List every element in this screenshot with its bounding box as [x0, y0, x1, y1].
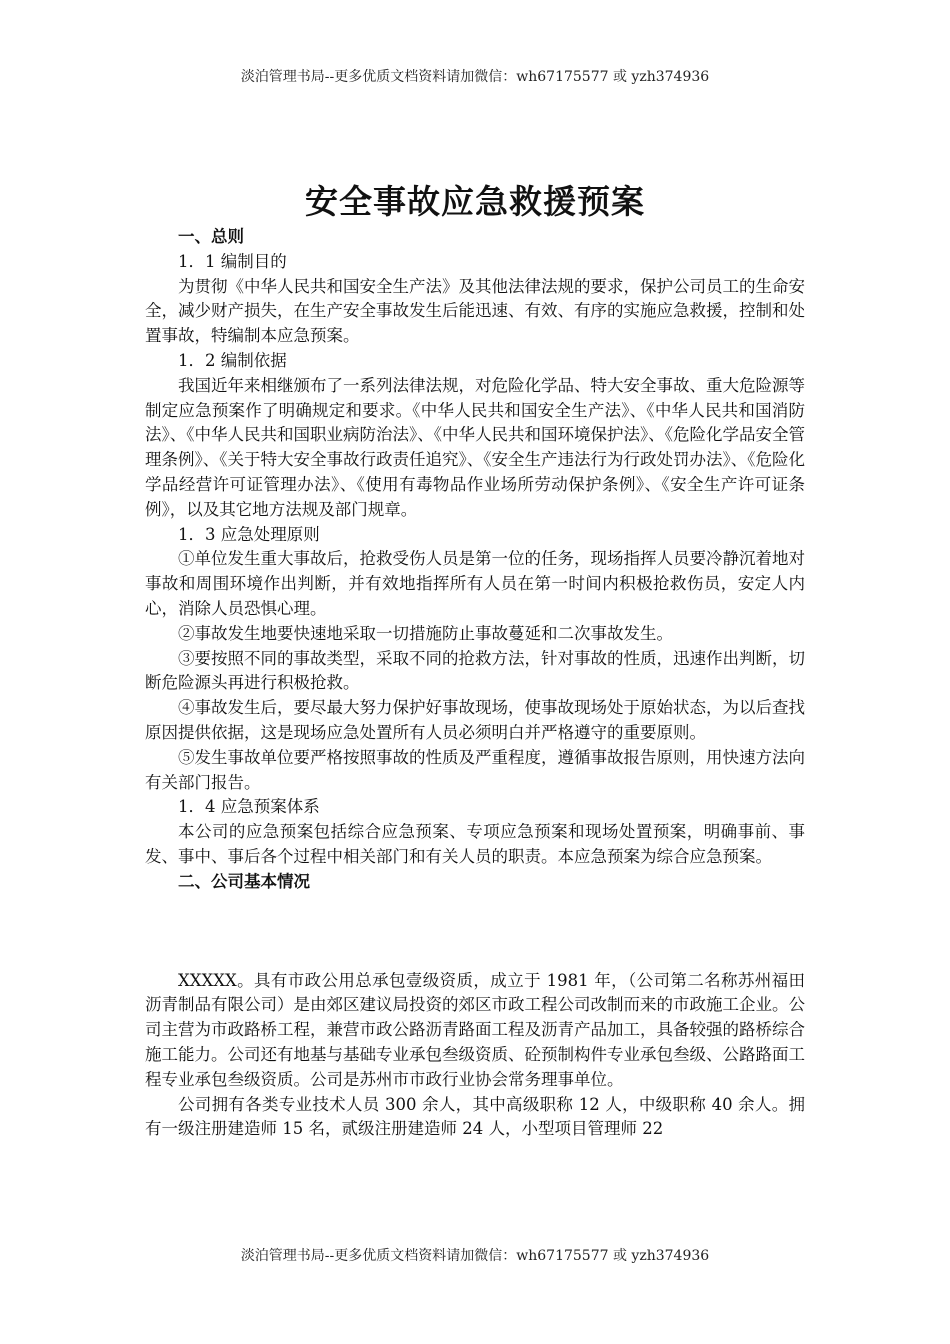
page-title: 安全事故应急救援预案: [305, 182, 645, 221]
paragraph-principle-2: ②事故发生地要快速地采取一切措施防止事故蔓延和二次事故发生。: [178, 623, 673, 643]
subsection-heading-purpose: 1．1 编制目的: [178, 251, 287, 271]
paragraph-system: 本公司的应急预案包括综合应急预案、专项应急预案和现场处置预案，明确事前、事发、事中、事后各个过程中相关部门和有关人员的职责。本应急预案为综合应急预案。: [145, 822, 805, 866]
paragraph-principle-4: ④事故发生后，要尽最大努力保护好事故现场，使事故现场处于原始状态，为以后查找原因提供依据，这是现场应急处置所有人员必须明白并严格遵守的重要原则。: [145, 698, 805, 742]
paragraph-company-staff: 公司拥有各类专业技术人员 300 余人，其中高级职称 12 人，中级职称 40 余人。拥有一级注册建造师 15 名，贰级注册建造师 24 人，小型项目管理师 22: [145, 1094, 805, 1139]
paragraph-purpose: 为贯彻《中华人民共和国安全生产法》及其他法律法规的要求，保护公司员工的生命安全，减少财产损失，在生产安全事故发生后能迅速、有效、有序的实施应急救援，控制和处置事故，特编制本应急预案。: [145, 276, 805, 346]
subsection-heading-basis: 1．2 编制依据: [178, 350, 287, 370]
section-heading-company: 二、公司基本情况: [178, 871, 310, 891]
blank-space: [145, 895, 805, 969]
subsection-heading-principles: 1．3 应急处理原则: [178, 524, 320, 544]
section-heading-general: 一、总则: [178, 227, 244, 246]
paragraph-company-profile: XXXXX。具有市政公用总承包壹级资质，成立于 1981 年，（公司第二名称苏州福田沥青制品有限公司）是由郊区建议局投资的郊区市政工程公司改制而来的市政施工企业。公司主营为市政路桥工程，兼营市政公路沥青路面工程及沥青产品加工，具备较强的路桥综合施工能力。公司还有地基与基础专业承包叁级资质、砼预制构件专业承包叁级、公路路面工程专业承包叁级资质。公司是苏州市市政行业协会常务理事单位。: [145, 970, 805, 1089]
page-header: 淡泊管理书局--更多优质文档资料请加微信：wh67175577 或 yzh374936: [240, 69, 710, 85]
paragraph-principle-3: ③要按照不同的事故类型，采取不同的抢救方法，针对事故的性质，迅速作出判断，切断危险源头再进行积极抢救。: [145, 648, 805, 693]
paragraph-principle-5: ⑤发生事故单位要严格按照事故的性质及严重程度，遵循事故报告原则，用快速方法向有关部门报告。: [145, 747, 805, 792]
paragraph-principle-1: ①单位发生重大事故后，抢救受伤人员是第一位的任务，现场指挥人员要冷静沉着地对事故和周围环境作出判断，并有效地指挥所有人员在第一时间内积极抢救伤员，安定人内心，消除人员恐惧心理。: [145, 549, 805, 618]
page-footer: 淡泊管理书局--更多优质文档资料请加微信：wh67175577 或 yzh374936: [240, 1248, 710, 1264]
document-body: [145, 225, 805, 1142]
subsection-heading-system: 1．4 应急预案体系: [178, 797, 320, 817]
paragraph-basis: 我国近年来相继颁布了一系列法律法规，对危险化学品、特大安全事故、重大危险源等制定应急预案作了明确规定和要求。《中华人民共和国安全生产法》、《中华人民共和国消防法》、《中华人民共和国职业病防治法》、《中华人民共和国环境保护法》、《危险化学品安全管理条例》、《关于特大安全事故行政责任追究》、《安全生产违法行为行政处罚办法》、《危险化学品经营许可证管理办法》、《使用有毒物品作业场所劳动保护条例》、《安全生产许可证条例》，以及其它地方法规及部门规章。: [145, 375, 805, 519]
